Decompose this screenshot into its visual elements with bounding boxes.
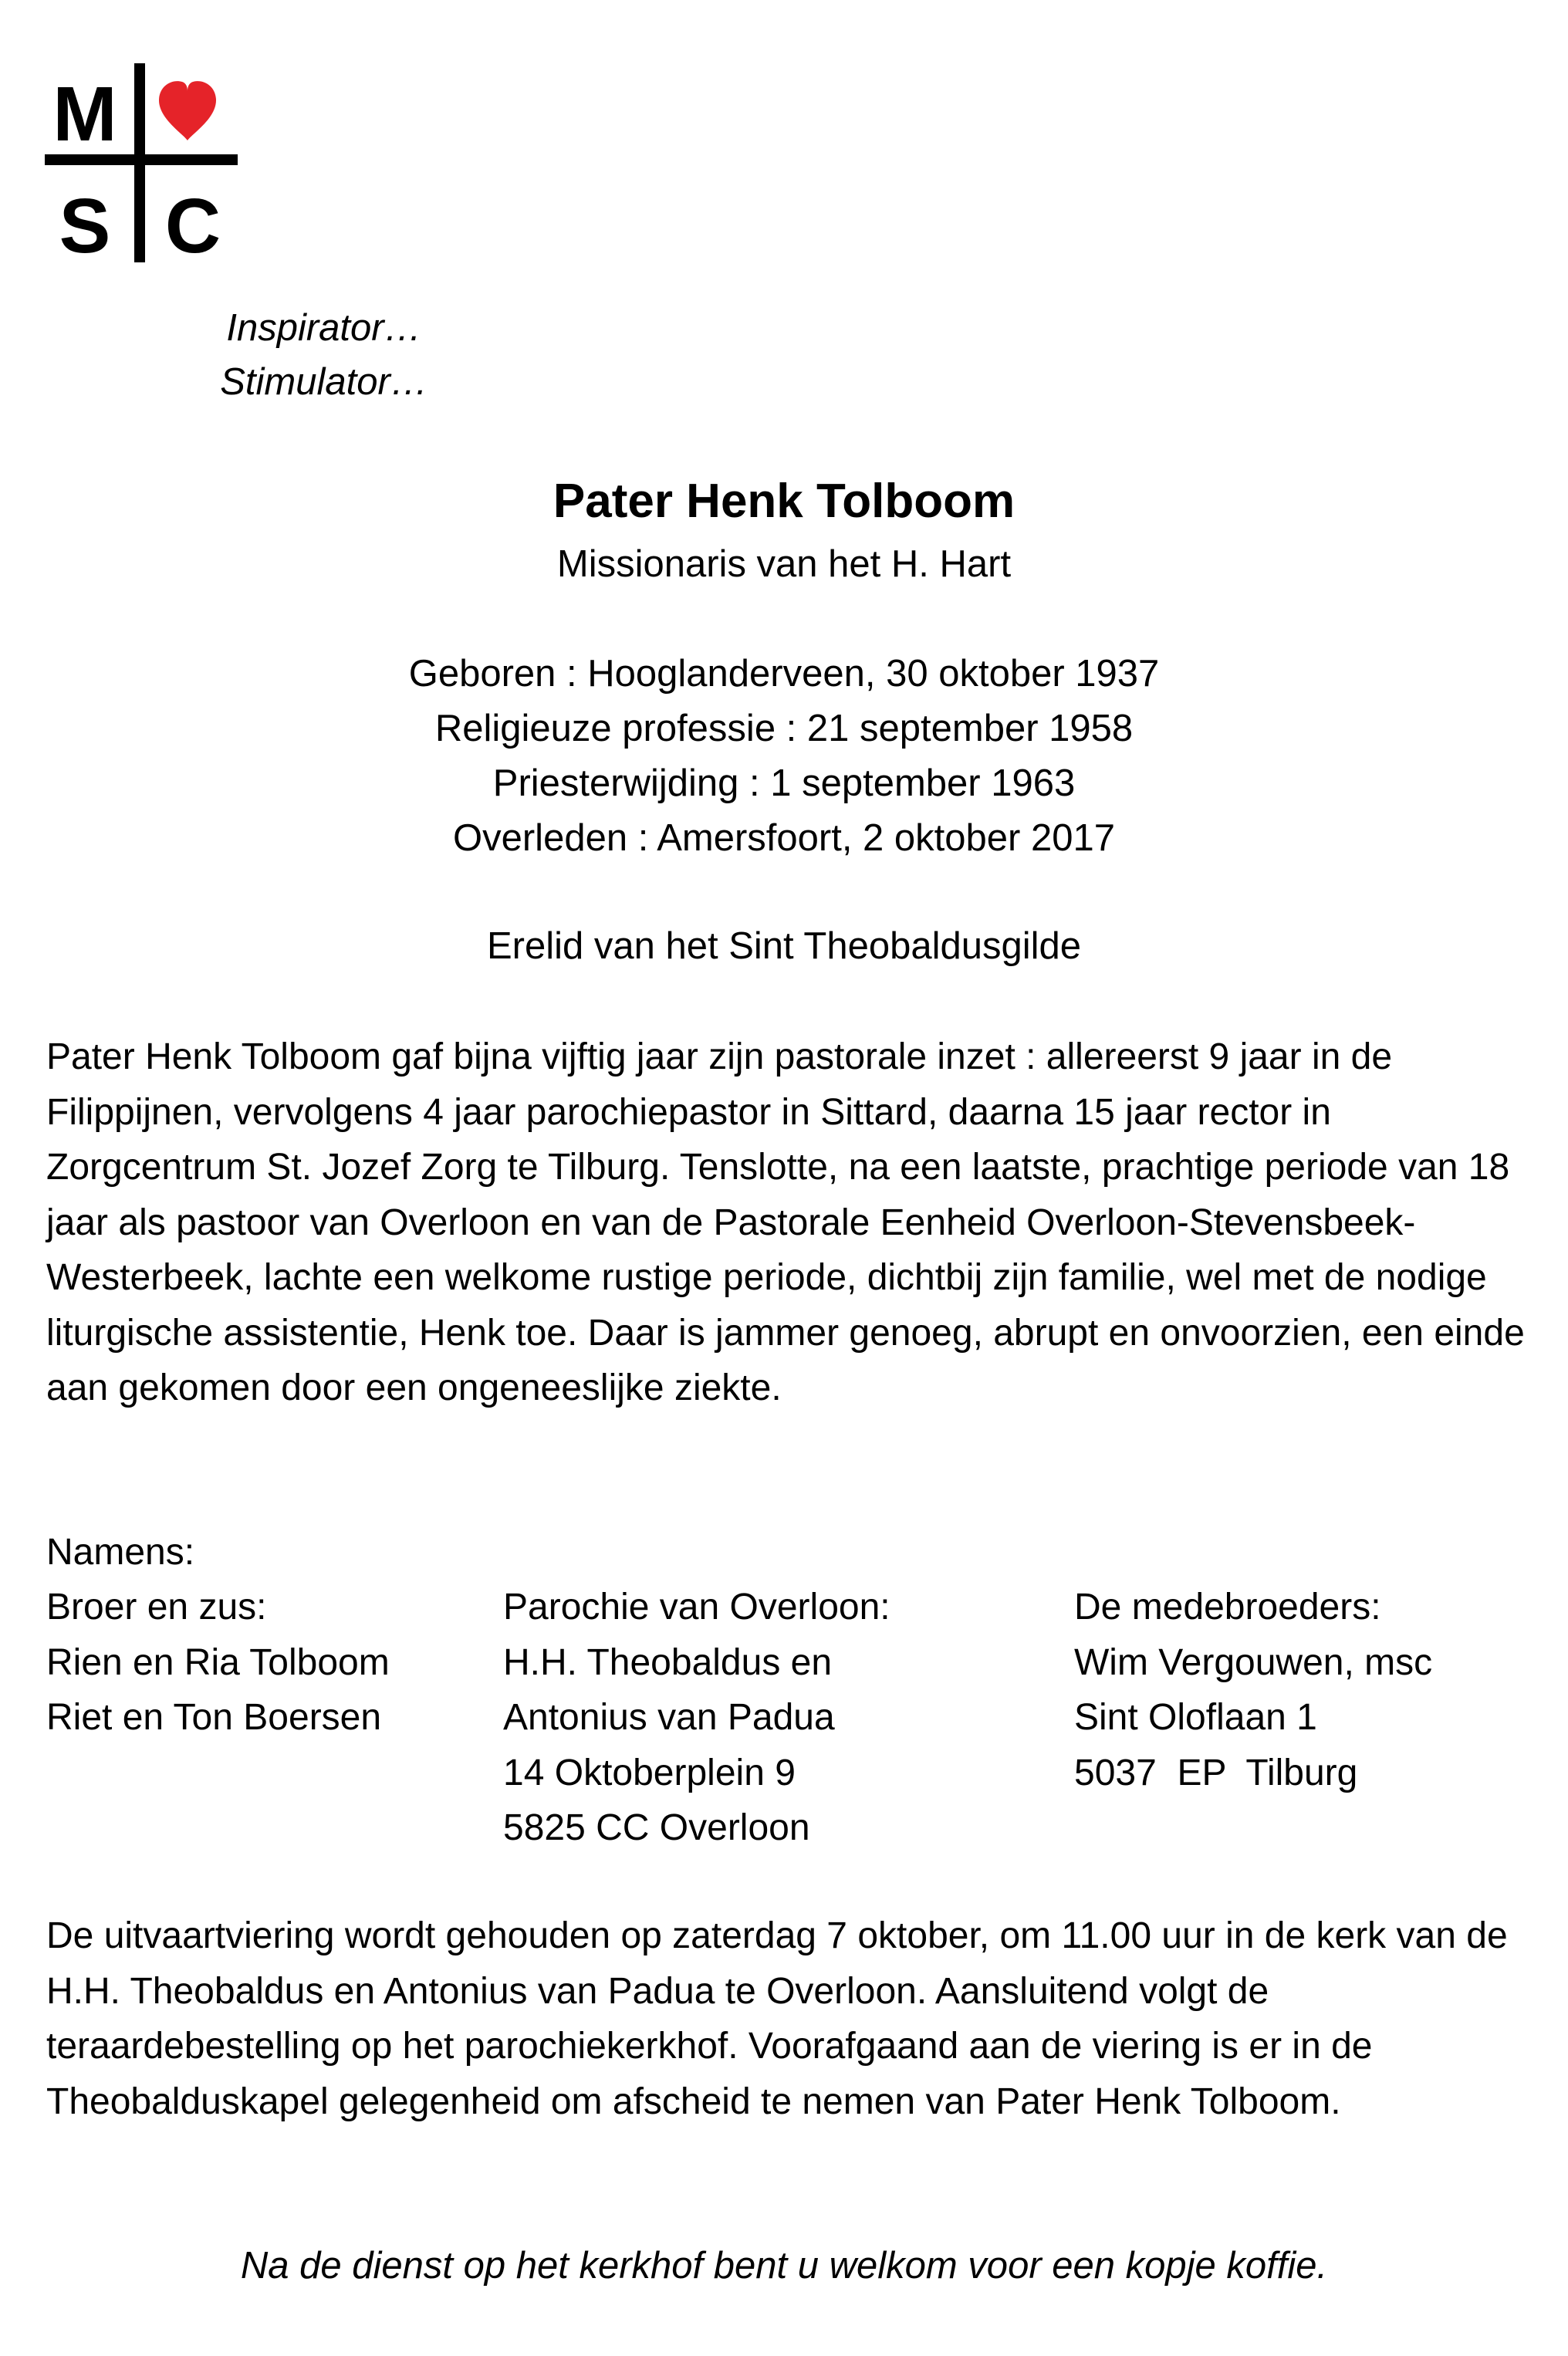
confreres-heading: De medebroeders: [1074,1587,1381,1628]
parish-column [503,1580,1059,1856]
biography-paragraph: Pater Henk Tolboom gaf bijna vijftig jaar zijn pastorale inzet : allereerst 9 jaar in de Filippijnen, vervolgens 4 jaar parochiepastor in Sittard, daarna 15 jaar rector in Zorgcentrum St. Jozef Zorg te Tilburg. Tenslotte, na een laatste, prachtige periode van 18 jaar als pastoor van Overloon en van de Pastorale Eenheid Overloon-Stevensbeek-Westerbeek, lachte een welkome rustige periode, dichtbij zijn familie, wel met de nodige liturgische assistentie, Henk toe. Daar is jammer genoeg, abrupt en onvoorzien, een einde aan gekomen door een ongeneeslijke ziekte. [46,1036,1525,1408]
confreres-line: Wim Vergouwen, msc [1074,1641,1433,1683]
page-title: Pater Henk Tolboom [553,475,1015,528]
tagline [154,301,494,409]
parish-line: 5825 CC Overloon [503,1807,810,1848]
parish-line: H.H. Theobaldus en [503,1641,833,1683]
msc-logo [45,63,238,264]
family-column [46,1580,494,1746]
closing-line: Na de dienst op het kerkhof bent u welkom voor een kopje koffie. [240,2245,1328,2287]
tagline-line-2: Stimulator… [220,361,428,403]
confreres-line: Sint Oloflaan 1 [1074,1697,1317,1738]
honor-line: Erelid van het Sint Theobaldusgilde [486,925,1081,967]
heart-icon [159,81,216,140]
parish-line: Antonius van Padua [503,1697,835,1738]
parish-line: 14 Oktoberplein 9 [503,1752,796,1793]
confreres-column [1074,1580,1553,1800]
logo-letter-m: M [52,71,117,157]
date-born: Geboren : Hooglanderveen, 30 oktober 1937 [408,653,1160,695]
logo-letter-s: S [59,183,111,264]
logo-letter-c: C [164,183,221,264]
life-dates [0,647,1568,866]
subtitle: Missionaris van het H. Hart [556,543,1012,585]
date-ordination: Priesterwijding : 1 september 1963 [492,762,1076,804]
namens-label: Namens: [46,1532,195,1573]
date-profession: Religieuze professie : 21 september 1958 [434,708,1134,749]
parish-heading: Parochie van Overloon: [503,1587,890,1628]
funeral-paragraph: De uitvaartviering wordt gehouden op zaterdag 7 oktober, om 11.00 uur in de kerk van de H.H. Theobaldus en Antonius van Padua te Overloon. Aansluitend volgt de teraardebestelling op het parochiekerkhof. Voorafgaand aan de viering is er in de Theobalduskapel gelegenheid om afscheid te nemen van Pater Henk Tolboom. [46,1915,1508,2122]
family-line: Riet en Ton Boersen [46,1697,382,1738]
date-died: Overleden : Amersfoort, 2 oktober 2017 [453,817,1115,859]
tagline-line-1: Inspirator… [226,307,422,349]
family-line: Rien en Ria Tolboom [46,1641,390,1683]
family-heading: Broer en zus: [46,1587,267,1628]
confreres-line: 5037 EP Tilburg [1074,1752,1358,1793]
